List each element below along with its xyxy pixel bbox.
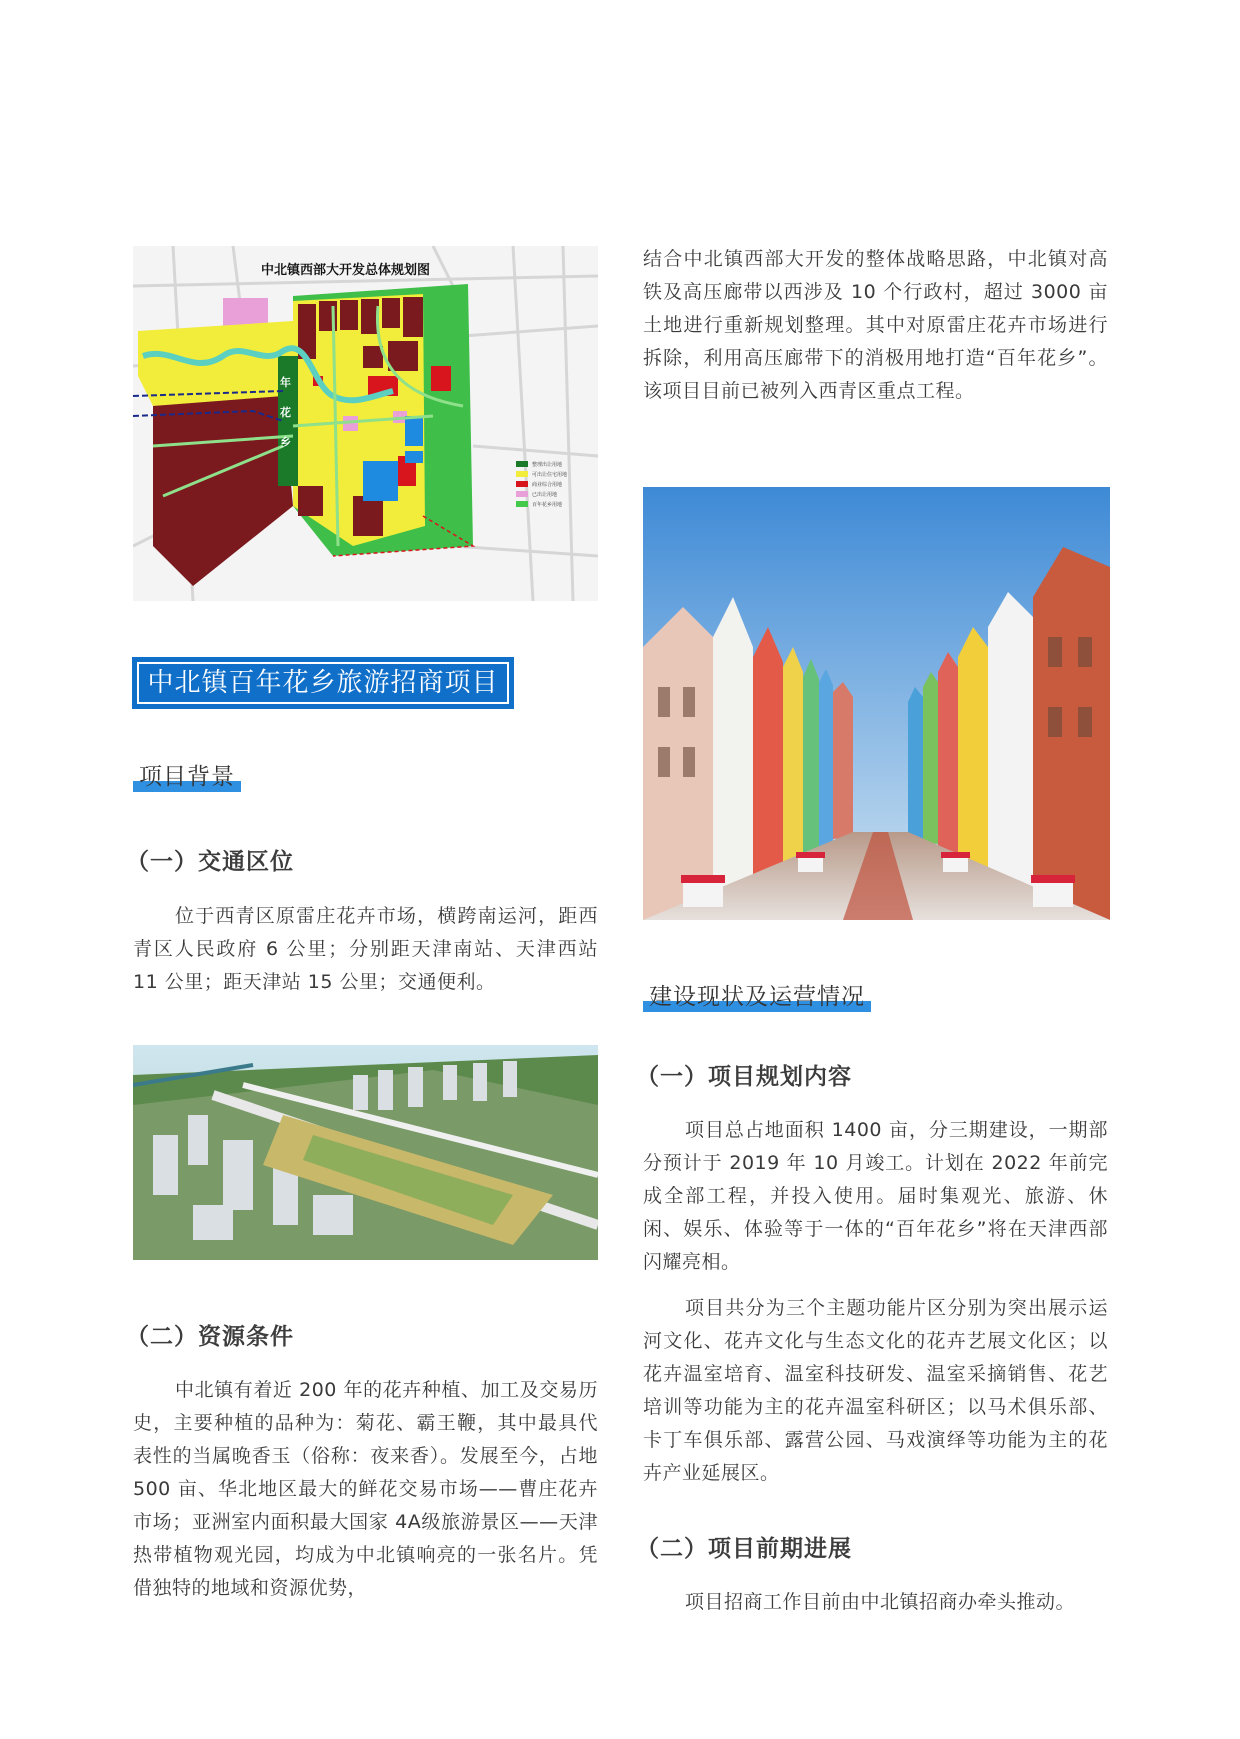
- legend-label: 可出让住宅用地: [532, 471, 568, 478]
- paragraph-project-progress: 项目招商工作目前由中北镇招商办牵头推动。: [685, 1591, 1076, 1613]
- section-title-text: 项目背景: [133, 764, 241, 792]
- legend-label: 整理出让用地: [532, 461, 563, 468]
- legend-label: 已出让用地: [532, 491, 558, 498]
- legend-swatch: [516, 481, 528, 487]
- legend-swatch: [516, 491, 528, 497]
- legend-item: [516, 479, 567, 489]
- map-label-village: 乡: [280, 436, 291, 449]
- heading-project-progress: （二）项目前期进展: [636, 1536, 852, 1562]
- map-legend: [516, 459, 567, 509]
- legend-label: 百年花乡用地: [532, 501, 563, 508]
- aerial-rendering-graphic: [133, 1045, 598, 1260]
- legend-swatch: [516, 461, 528, 467]
- heading-resource-conditions: （二）资源条件: [126, 1324, 294, 1350]
- paragraph-traffic-location: 位于西青区原雷庄花卉市场，横跨南运河，距西青区人民政府 6 公里；分别距天津南站、天津西站 11 公里；距天津站 15 公里；交通便利。: [133, 905, 598, 993]
- street-photo-graphic: [643, 487, 1110, 920]
- paragraph-project-planning-1: 项目总占地面积 1400 亩，分三期建设，一期部分预计于 2019 年 10 月竣工。计划在 2022 年前完成全部工程，并投入使用。届时集观光、旅游、休闲、娱乐、体验等于一体的“百年花乡”将在天津西部闪耀亮相。: [643, 1119, 1108, 1273]
- legend-item: [516, 499, 567, 509]
- paragraph-resource-conditions: 中北镇有着近 200 年的花卉种植、加工及交易历史，主要种植的品种为：菊花、霸王鞭，其中最具代表性的当属晚香玉（俗称：夜来香）。发展至今，占地 500 亩、华北地区最大的鲜花交易市场——曹庄花卉市场；亚洲室内面积最大国家 4A级旅游景区——天津热带植物观光园，均成为中北镇响亮的一张名片。凭借独特的地域和资源优势，: [133, 1379, 598, 1599]
- legend-item: [516, 489, 567, 499]
- planning-map-graphic: [133, 246, 598, 601]
- planning-map: [133, 246, 598, 601]
- section-title-background: [133, 758, 241, 791]
- project-banner: 中北镇百年花乡旅游招商项目: [137, 662, 509, 704]
- heading-traffic-location: （一）交通区位: [126, 849, 294, 875]
- map-label-year: 年: [280, 376, 291, 389]
- legend-swatch: [516, 501, 528, 507]
- legend-item: [516, 459, 567, 469]
- aerial-rendering-image: [133, 1045, 598, 1260]
- heading-project-planning: （一）项目规划内容: [636, 1064, 852, 1090]
- legend-item: [516, 469, 567, 479]
- map-title: 中北镇西部大开发总体规划图: [261, 263, 431, 278]
- legend-label: 商业综合用地: [532, 481, 563, 488]
- paragraph-project-planning-2: 项目共分为三个主题功能片区分别为突出展示运河文化、花卉文化与生态文化的花卉艺展文化区；以花卉温室培育、温室科技研发、温室采摘销售、花艺培训等功能为主的花卉温室科研区；以马术俱乐部、卡丁车俱乐部、露营公园、马戏演绎等功能为主的花卉产业延展区。: [643, 1297, 1108, 1484]
- paragraph-intro: 结合中北镇西部大开发的整体战略思路，中北镇对高铁及高压廊带以西涉及 10 个行政村，超过 3000 亩土地进行重新规划整理。其中对原雷庄花卉市场进行拆除，利用高压廊带下的消极用地打造“百年花乡”。该项目目前已被列入西青区重点工程。: [643, 248, 1108, 402]
- section-title-construction: [643, 978, 871, 1011]
- map-label-flower: 花: [280, 406, 291, 419]
- street-photo: [643, 487, 1110, 920]
- section-title-text: 建设现状及运营情况: [643, 984, 871, 1012]
- legend-swatch: [516, 471, 528, 477]
